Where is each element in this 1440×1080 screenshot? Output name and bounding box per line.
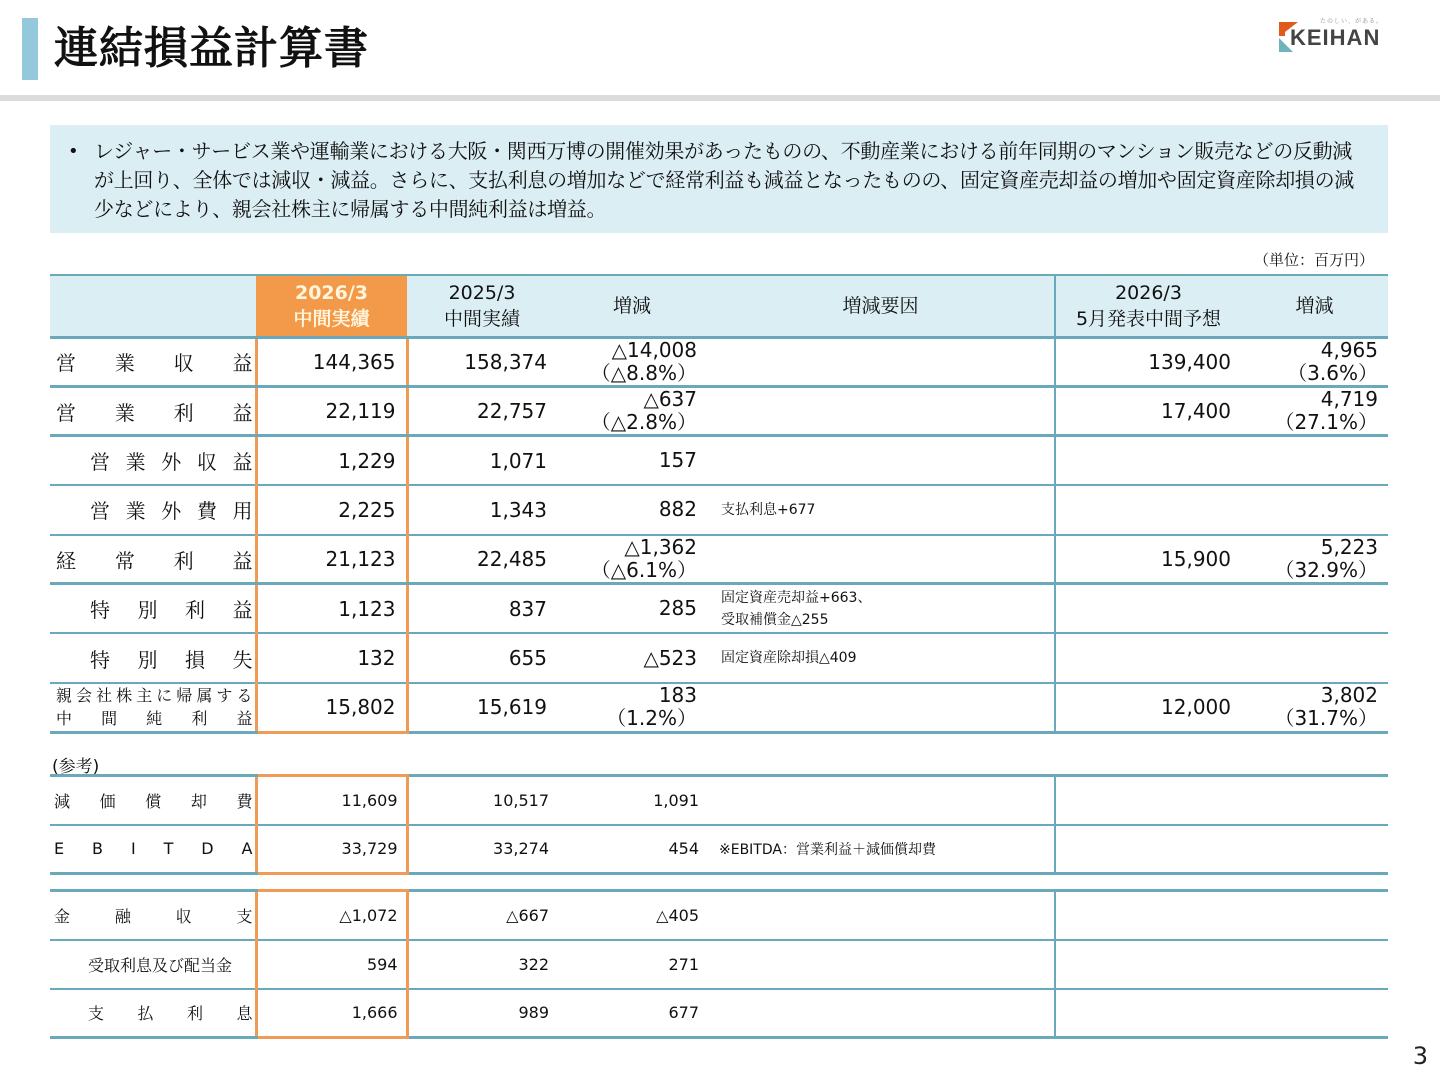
prior-value: 1,343 bbox=[407, 485, 557, 534]
reference-table-financial bbox=[50, 889, 1388, 1039]
current-value: △1,072 bbox=[256, 891, 407, 940]
row-label: 減 価 償 却 費 bbox=[50, 776, 256, 825]
note bbox=[707, 989, 1055, 1038]
change-reason: 固定資産除却損△409 bbox=[707, 633, 1055, 682]
empty-cell bbox=[1055, 940, 1388, 989]
summary-text: レジャー・サービス業や運輸業における大阪・関西万博の開催効果があったものの、不動産業における前年同期のマンション販売などの反動減が上回り、全体では減収・減益。さらに、支払利息の増加などで経常利益も減益となったものの、固定資産売却益の増加や固定資産除却損の減少などにより、親会社株主に帰属する中間純利益は増益。 bbox=[94, 139, 1354, 221]
prior-value: 837 bbox=[407, 584, 557, 633]
forecast-value bbox=[1055, 485, 1241, 534]
current-value: 1,229 bbox=[256, 436, 407, 485]
forecast-value: 12,000 bbox=[1055, 683, 1241, 732]
empty-cell bbox=[1055, 891, 1388, 940]
change-value: △14,008 （△8.8%） bbox=[557, 337, 707, 386]
header-current-period: 2026/3 中間実績 bbox=[256, 275, 407, 337]
change-reason bbox=[707, 436, 1055, 485]
table-row bbox=[50, 825, 1388, 874]
forecast-value bbox=[1055, 633, 1241, 682]
row-label: 営 業 利 益 bbox=[50, 386, 256, 435]
change-value: 271 bbox=[557, 940, 707, 989]
table-row bbox=[50, 337, 1388, 386]
empty-cell bbox=[1055, 776, 1388, 825]
table-row bbox=[50, 891, 1388, 940]
logo-wordmark: KEIHAN bbox=[1290, 25, 1381, 50]
prior-value: 1,071 bbox=[407, 436, 557, 485]
header-forecast: 2026/3 5月発表中間予想 bbox=[1055, 275, 1241, 337]
header-change: 増減 bbox=[557, 275, 707, 337]
reference-label: (参考) bbox=[52, 757, 100, 777]
forecast-value: 139,400 bbox=[1055, 337, 1241, 386]
current-value: 2,225 bbox=[256, 485, 407, 534]
forecast-value bbox=[1055, 584, 1241, 633]
row-label: E B I T D A bbox=[50, 825, 256, 874]
page-title: 連結損益計算書 bbox=[54, 23, 369, 74]
change-value: △1,362 （△6.1%） bbox=[557, 535, 707, 584]
page-number: 3 bbox=[1412, 1042, 1428, 1070]
table-row bbox=[50, 940, 1388, 989]
table-header-row bbox=[50, 275, 1388, 337]
prior-value: 322 bbox=[407, 940, 557, 989]
row-label: 親 会 社 株 主 に 帰 属 す る 中 間 純 利 益 bbox=[50, 683, 256, 732]
row-label: 経 常 利 益 bbox=[50, 535, 256, 584]
forecast-value: 17,400 bbox=[1055, 386, 1241, 435]
current-value: 11,609 bbox=[256, 776, 407, 825]
header-forecast-change: 増減 bbox=[1241, 275, 1388, 337]
table-row bbox=[50, 535, 1388, 584]
change-reason: 固定資産売却益+663、 受取補償金△255 bbox=[707, 584, 1055, 633]
forecast-value bbox=[1055, 436, 1241, 485]
change-value: 157 bbox=[557, 436, 707, 485]
row-label: 金 融 収 支 bbox=[50, 891, 256, 940]
keihan-logo bbox=[1276, 14, 1416, 54]
empty-cell bbox=[1055, 989, 1388, 1038]
forecast-change-value bbox=[1241, 584, 1388, 633]
title-accent-bar bbox=[22, 18, 38, 80]
change-value: △405 bbox=[557, 891, 707, 940]
prior-value: 22,485 bbox=[407, 535, 557, 584]
current-value: 144,365 bbox=[256, 337, 407, 386]
forecast-change-value: 4,965 （3.6%） bbox=[1241, 337, 1388, 386]
table-row bbox=[50, 683, 1388, 732]
header-divider bbox=[0, 95, 1440, 101]
note bbox=[707, 776, 1055, 825]
change-value: 1,091 bbox=[557, 776, 707, 825]
forecast-change-value: 3,802 （31.7%） bbox=[1241, 683, 1388, 732]
change-value: △637 （△2.8%） bbox=[557, 386, 707, 435]
empty-cell bbox=[1055, 825, 1388, 874]
prior-value: 22,757 bbox=[407, 386, 557, 435]
table-row bbox=[50, 776, 1388, 825]
prior-value: △667 bbox=[407, 891, 557, 940]
prior-value: 15,619 bbox=[407, 683, 557, 732]
prior-value: 989 bbox=[407, 989, 557, 1038]
logo-tagline: たのしい、がある。 bbox=[1320, 18, 1384, 25]
change-value: △523 bbox=[557, 633, 707, 682]
current-value: 21,123 bbox=[256, 535, 407, 584]
forecast-change-value bbox=[1241, 436, 1388, 485]
current-value: 1,123 bbox=[256, 584, 407, 633]
header-item bbox=[50, 275, 256, 337]
change-reason bbox=[707, 535, 1055, 584]
row-label: 支 払 利 息 bbox=[50, 989, 256, 1038]
table-row bbox=[50, 386, 1388, 435]
current-value: 1,666 bbox=[256, 989, 407, 1038]
change-reason bbox=[707, 337, 1055, 386]
row-label: 営 業 外 費 用 bbox=[50, 485, 256, 534]
current-value: 594 bbox=[256, 940, 407, 989]
current-value: 15,802 bbox=[256, 683, 407, 732]
prior-value: 10,517 bbox=[407, 776, 557, 825]
note bbox=[707, 891, 1055, 940]
note: ※EBITDA：営業利益＋減価償却費 bbox=[707, 825, 1055, 874]
prior-value: 158,374 bbox=[407, 337, 557, 386]
table-row bbox=[50, 584, 1388, 633]
note bbox=[707, 940, 1055, 989]
row-label: 営 業 外 収 益 bbox=[50, 436, 256, 485]
forecast-change-value bbox=[1241, 633, 1388, 682]
forecast-change-value bbox=[1241, 485, 1388, 534]
row-label: 営 業 収 益 bbox=[50, 337, 256, 386]
row-label: 特 別 損 失 bbox=[50, 633, 256, 682]
header-reason: 増減要因 bbox=[707, 275, 1055, 337]
forecast-value: 15,900 bbox=[1055, 535, 1241, 584]
bullet-icon: • bbox=[68, 141, 79, 162]
change-value: 677 bbox=[557, 989, 707, 1038]
unit-label: （単位：百万円） bbox=[1253, 251, 1374, 269]
current-value: 22,119 bbox=[256, 386, 407, 435]
table-row bbox=[50, 989, 1388, 1038]
row-label: 特 別 利 益 bbox=[50, 584, 256, 633]
reference-table-depreciation bbox=[50, 774, 1388, 875]
change-value: 285 bbox=[557, 584, 707, 633]
summary-box bbox=[50, 125, 1388, 233]
table-row bbox=[50, 633, 1388, 682]
forecast-change-value: 4,719 （27.1%） bbox=[1241, 386, 1388, 435]
change-reason: 支払利息+677 bbox=[707, 485, 1055, 534]
forecast-change-value: 5,223 （32.9%） bbox=[1241, 535, 1388, 584]
row-label: 受取利息及び配当金 bbox=[50, 940, 256, 989]
current-value: 132 bbox=[256, 633, 407, 682]
table-row bbox=[50, 485, 1388, 534]
change-value: 882 bbox=[557, 485, 707, 534]
change-value: 183 （1.2%） bbox=[557, 683, 707, 732]
change-reason bbox=[707, 386, 1055, 435]
prior-value: 33,274 bbox=[407, 825, 557, 874]
header-prior-period: 2025/3 中間実績 bbox=[407, 275, 557, 337]
change-reason bbox=[707, 683, 1055, 732]
income-statement-table bbox=[50, 274, 1388, 734]
prior-value: 655 bbox=[407, 633, 557, 682]
table-row bbox=[50, 436, 1388, 485]
change-value: 454 bbox=[557, 825, 707, 874]
current-value: 33,729 bbox=[256, 825, 407, 874]
